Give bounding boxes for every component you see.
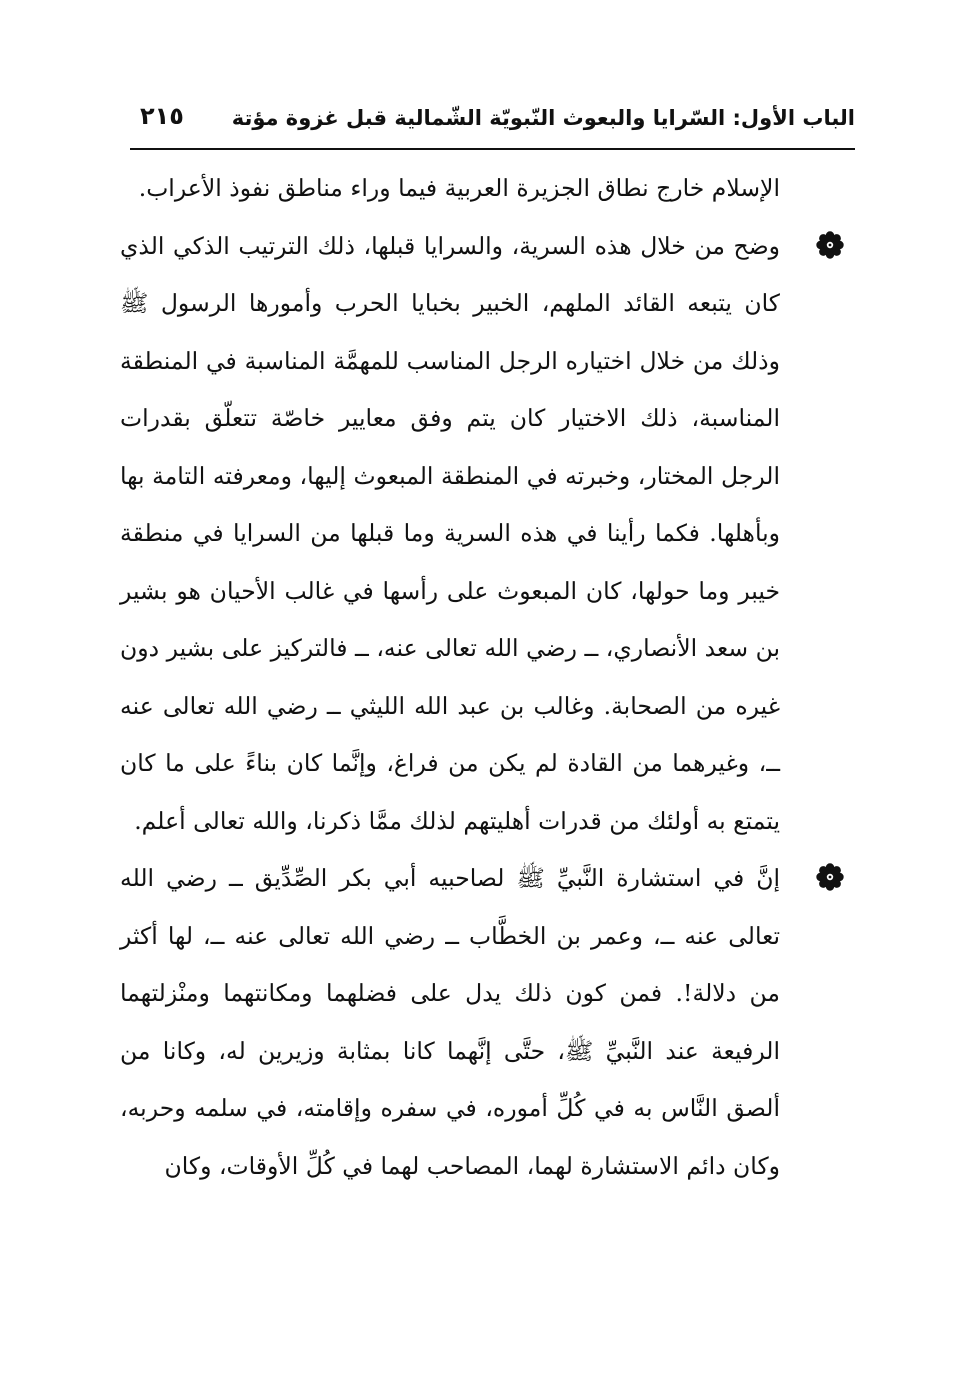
header-title: الباب الأول: السّرايا والبعوث النّبويّة الشّمالية قبل غزوة مؤتة [231, 106, 855, 130]
header-rule [130, 148, 855, 150]
page-body [120, 160, 855, 1195]
paragraph-text: إنَّ في استشارة النَّبيِّ ﷺ لصاحبيه أبي بكر الصِّدِّيق ــ رضي الله تعالى عنه ــ، وعمر بن الخطَّاب ــ رضي الله تعالى عنه ــ، لها أكثر من دلالة!. فمن كون ذلك يدل على فضلهما ومكانتهما ومنْزلتهما الرفيعة عند النَّبيِّ ﷺ، حتَّى إنَّهما كانا بمثابة وزيرين له، وكانا من ألصق النَّاس به في كُلِّ أموره، في سفره وإقامته، في سلمه وحربه، وكان دائم الاستشارة لهما، المصاحب لهما في كُلِّ الأوقات، وكان [120, 864, 780, 1180]
ornamental-flower-icon [815, 862, 845, 892]
paragraph-continuation [120, 160, 855, 218]
page-number: ٢١٥ [140, 102, 184, 130]
ornamental-flower-icon [815, 230, 845, 260]
paragraph-text: الإسلام خارج نطاق الجزيرة العربية فيما وراء مناطق نفوذ الأعراب. [138, 174, 780, 202]
running-header [130, 92, 855, 148]
paragraph-text: وضح من خلال هذه السرية، والسرايا قبلها، ذلك الترتيب الذكي الذي كان يتبعه القائد الملهم، الخبير بخبايا الحرب وأمورها الرسول ﷺ وذلك من خلال اختياره الرجل المناسب للمهمَّة المناسبة في المنطقة المناسبة، ذلك الاختيار كان يتم وفق معايير خاصّة تتعلّق بقدرات الرجل المختار، وخبرته في المنطقة المبعوث إليها، ومعرفته التامة بها وبأهلها. فكما رأينا في هذه السرية وما قبلها من السرايا في منطقة خيبر وما حولها، كان المبعوث على رأسها في غالب الأحيان هو بشير بن سعد الأنصاري، ــ رضي الله تعالى عنه، ــ فالتركيز على بشير دون غيره من الصحابة. وغالب بن عبد الله الليثي ــ رضي الله تعالى عنه ــ، وغيرهما من القادة لم يكن من فراغ، وإنَّما كان بناءً على ما كان يتمتع به أولئك من قدرات أهليتهم لذلك ممَّا ذكرنا، والله تعالى أعلم. [120, 231, 780, 835]
paragraph-bulleted [120, 850, 855, 1195]
paragraph-bulleted [120, 218, 855, 851]
